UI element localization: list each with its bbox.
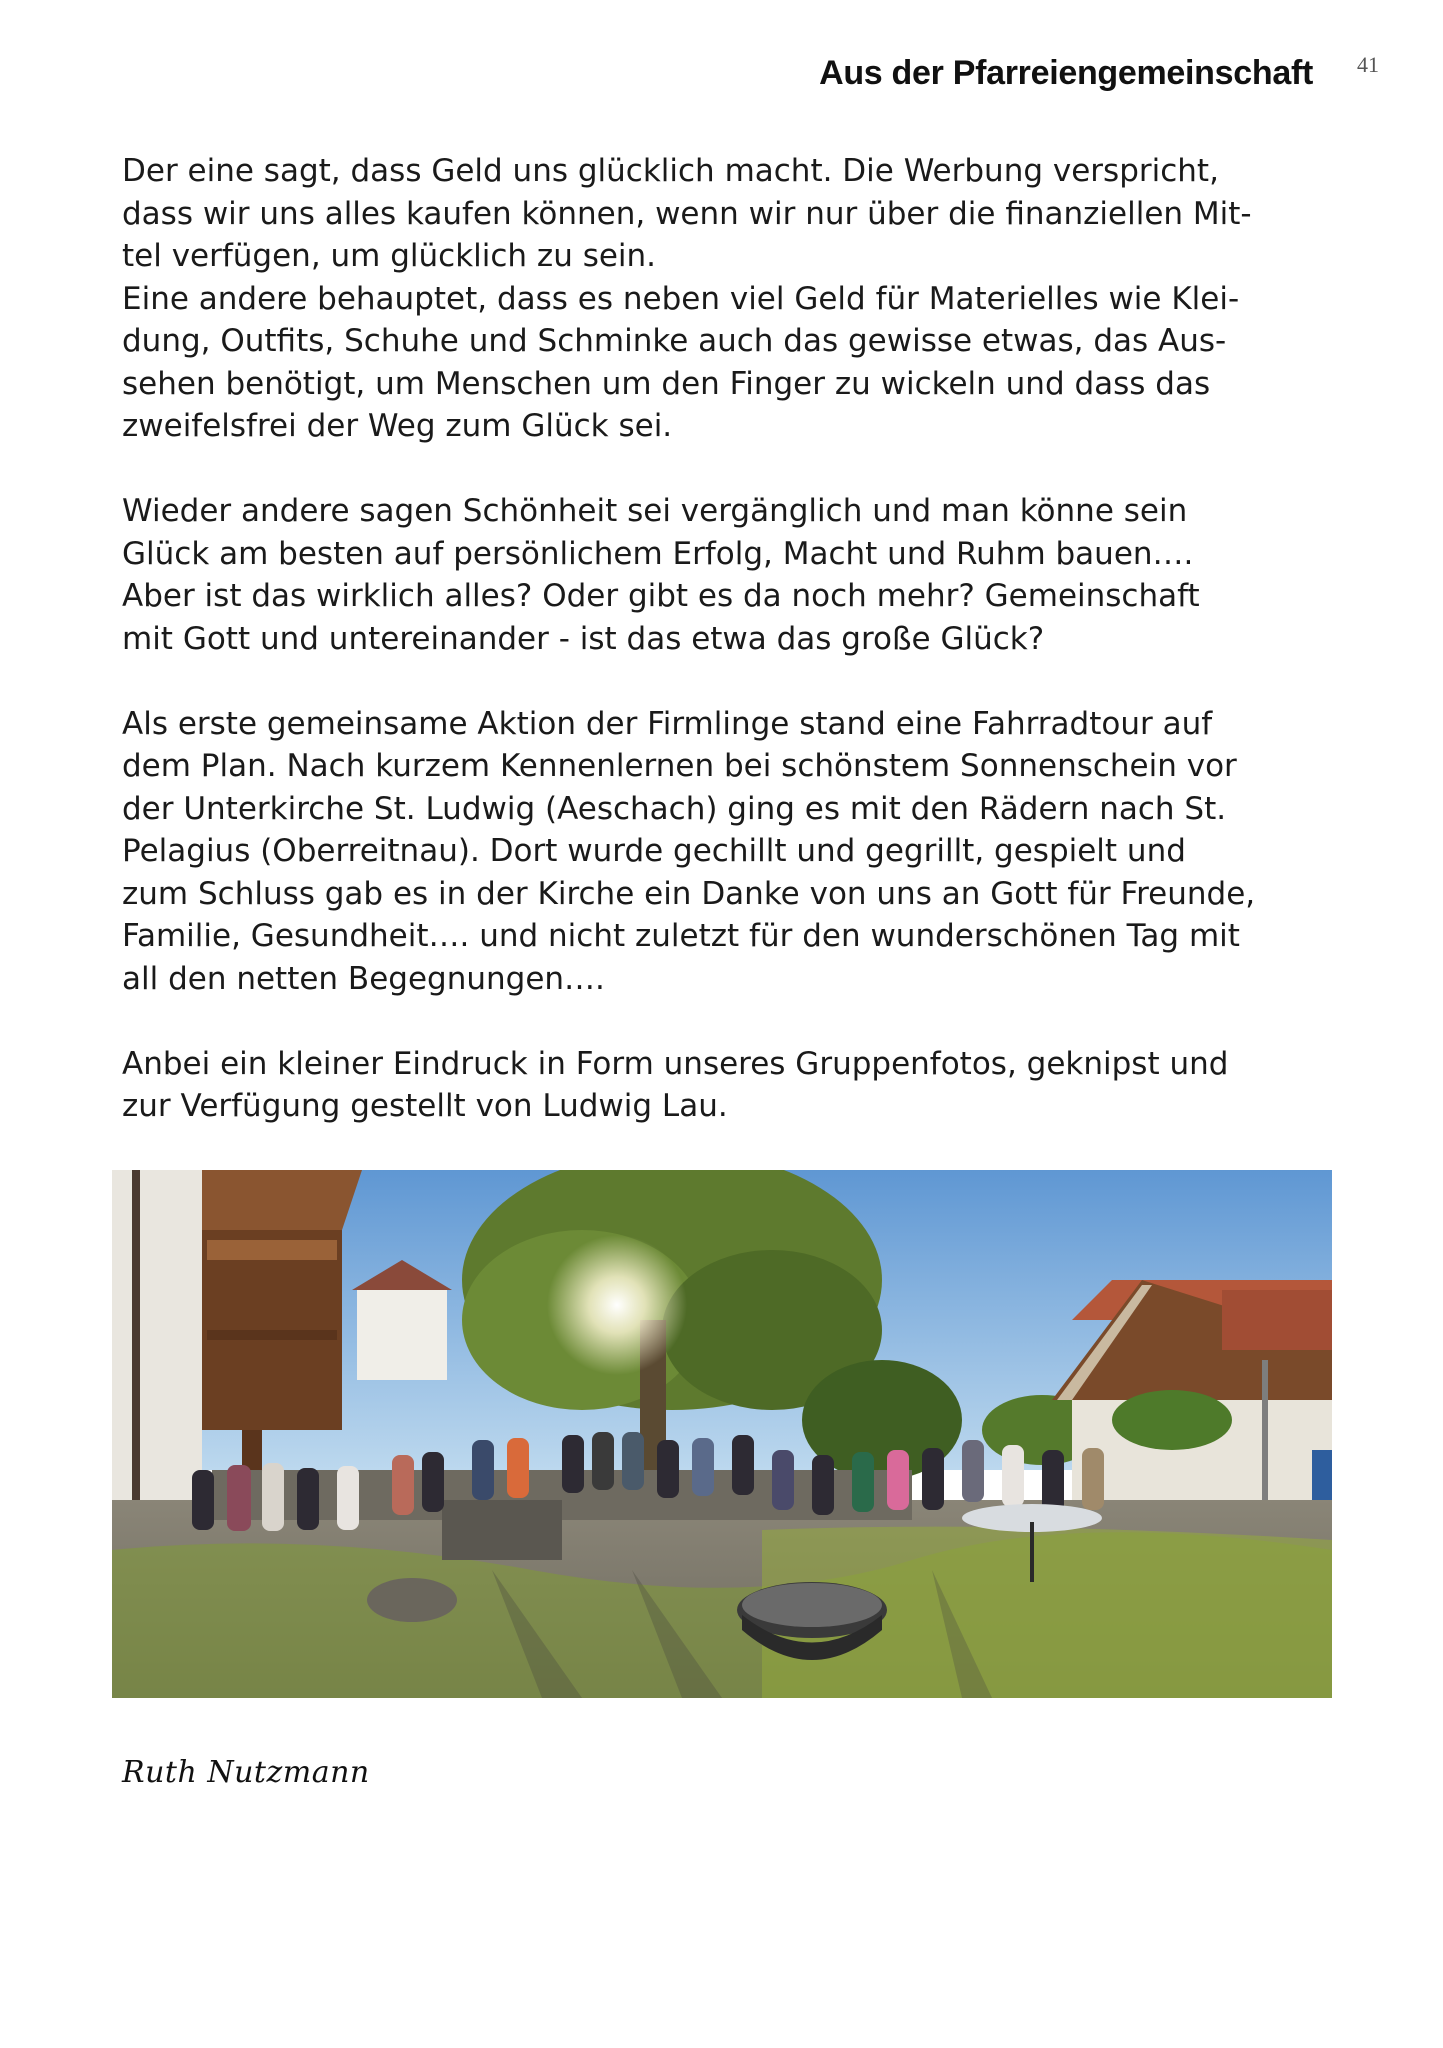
paragraph-3 <box>122 703 1342 1001</box>
text-line: dass wir uns alles kaufen können, wenn wir nur über die finanziellen Mit- <box>122 195 1252 232</box>
group-photo <box>112 1170 1332 1698</box>
author-signature: Ruth Nutzmann <box>122 1755 370 1790</box>
text-line: Als erste gemeinsame Aktion der Firmlinge stand eine Fahrradtour auf <box>122 705 1213 742</box>
text-line: Pelagius (Oberreitnau). Dort wurde gechillt und gegrillt, gespielt und <box>122 833 1186 869</box>
paragraph-4 <box>122 1043 1342 1128</box>
text-line: Glück am besten auf persönlichem Erfolg, Macht und Ruhm bauen…. <box>122 535 1194 572</box>
text-line: Wieder andere sagen Schönheit sei vergänglich und man könne sein <box>122 493 1188 529</box>
section-title: Aus der Pfarreiengemeinschaft <box>819 54 1313 92</box>
text-line: sehen benötigt, um Menschen um den Finger zu wickeln und dass das <box>122 365 1211 402</box>
text-line: Eine andere behauptet, dass es neben viel Geld für Materielles wie Klei- <box>122 280 1240 317</box>
text-line: zur Verfügung gestellt von Ludwig Lau. <box>122 1088 728 1124</box>
text-line: mit Gott und untereinander - ist das etwa das große Glück? <box>122 620 1045 657</box>
text-line: all den netten Begegnungen…. <box>122 960 605 997</box>
text-line: Familie, Gesundheit…. und nicht zuletzt für den wunderschönen Tag mit <box>122 918 1240 954</box>
paragraph-1 <box>122 150 1342 448</box>
text-line: zum Schluss gab es in der Kirche ein Danke von uns an Gott für Freunde, <box>122 875 1256 912</box>
paragraph-2 <box>122 490 1342 660</box>
text-line: der Unterkirche St. Ludwig (Aeschach) ging es mit den Rädern nach St. <box>122 790 1227 827</box>
text-line: tel verfügen, um glücklich zu sein. <box>122 238 657 274</box>
text-line: Aber ist das wirklich alles? Oder gibt es da noch mehr? Gemeinschaft <box>122 578 1200 614</box>
text-line: dem Plan. Nach kurzem Kennenlernen bei schönstem Sonnenschein vor <box>122 748 1237 784</box>
text-line: zweifelsfrei der Weg zum Glück sei. <box>122 408 673 444</box>
text-line: Anbei ein kleiner Eindruck in Form unseres Gruppenfotos, geknipst und <box>122 1045 1229 1082</box>
page-number: 41 <box>1357 52 1379 77</box>
text-line: Der eine sagt, dass Geld uns glücklich macht. Die Werbung verspricht, <box>122 153 1219 189</box>
article-body <box>122 150 1342 1170</box>
text-line: dung, Outfits, Schuhe und Schminke auch das gewisse etwas, das Aus- <box>122 323 1227 359</box>
